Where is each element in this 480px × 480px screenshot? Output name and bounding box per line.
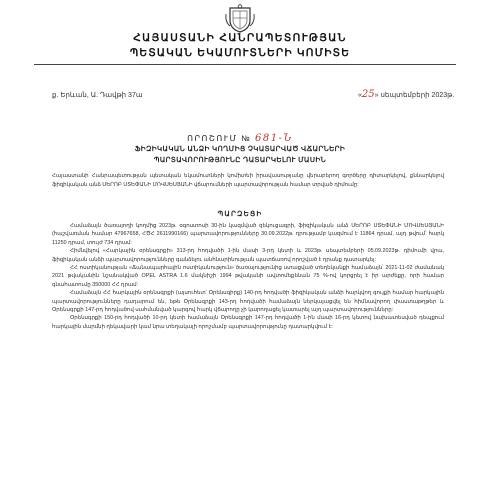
decision-label: ՈՐՈՇՈՒՄ № [187,134,252,143]
body-paragraph: Համաձայն ՀՀ հարկային օրենսգրքի (այսուհետ՝ Օրենսգիրք) 140-րդ հոդվածի ֆիզիկական անձի հարկվող գույքի համար հարկային պարտավորությունները դադարում են, եթե Օրենսգրքի 143-րդ հոդվածի համաձայն ներկայացվել են հիմնավորող փաստաթղթեր և Օրենսգրքի 147-րդ հոդվածով սահմանված կարգով հարկ վճարողը չի կարողացել կատարել այդ պարտավորությունները: [52,290,444,314]
organization-name-line2: ՊԵՏԱԿԱՆ ԵԿԱՄՈՒՏՆԵՐԻ ԿՈՄԻՏԵ [129,47,351,59]
date-day-handwritten: 25 [361,89,375,100]
organization-name-line1: ՀԱՅԱՍՏԱՆԻ ՀԱՆՐԱՊԵՏՈՒԹՅԱՆ [133,32,347,44]
intro-paragraph: Հայաստանի Հանրապետության պետական եկամուտների կոմիտեի իրավասությանը վերաբերող գործերը դիտարկելով, քննարկելով ֆիզիկական անձ ՍԵՐՈԲ ՍՏԵՓԱՆԻ ՄՈՎՍԵՍՅԱՆԻ վճարումների պարտավորության համար տրված դիմումը: [52,173,444,188]
section-heading: ՊԱՐԶԵՑԻ [217,211,263,218]
body-paragraph: ՀՀ ոստիկանության «Ճանապարհային ոստիկանություն» ծառայությունից ստացված տեղեկանքի համաձայն՝ 2021-11-02 ժամանակ 2021 թվականին նշանակված OPEL ASTRA 1.6 մակնիշի 1994 թվականի ավտոմեքենան 75 %-ով կորցրել է իր արժեքը, որի համար գնահատումը 350000 ՀՀ դրամ: [52,265,444,288]
address: ք. Երևան, Ա. Դավթի 37ա [52,92,143,99]
body-paragraph: Համաձայն ծառայողի կողմից 2023թ. օգոստոսի 30-ին կազմված զեկուցագրի, ֆիզիկական անձ ՍԵՐՈԲ ՍՏԵՓԱՆԻ ՄՈՎՍԵՍՅԱՆԻ (հաշվառման համար 47967658, ՀԾՀ 2611990166) պարտավորությունները 30.09.2022թ. դրությամբ կազմում է 11864 դրամ, այդ թվում՝ հարկ 11250 դրամ, տույժ 734 դրամ: [52,223,444,246]
decision-title-line2: ՊԱՐՏԱՎՈՐՈՒԹՅՈՒՆԸ ԴԱՏԱՐԿԵԼՈՒ ՄԱՍԻՆ [153,157,327,164]
document-date: «25» սեպտեմբերի 2023թ. [358,89,455,100]
coat-of-arms-icon [224,4,256,34]
decision-number-handwritten: 681-Ն [254,133,293,144]
date-suffix: սեպտեմբերի 2023թ. [380,92,455,99]
decision-number [0,133,480,144]
document-body [52,222,444,480]
body-paragraph: Օրենսգրքի 150-րդ հոդվածի 10-րդ կետի համաձայն Օրենսգրքի 147-րդ հոդվածի 1-ին մասի 16-րդ կետով նախատեսված դեպքում հարկային մարմնի ղեկավարի կամ նրա տեղակալի որոշմամբ պարտավորությունը դատարկվում է: [52,315,444,330]
decision-title-line1: ՖԻԶԻԿԱԿԱՆ ԱՆՁԻ ԿՈՂՄԻՑ ՉԿԱՏԱՐՎԱԾ ՎՃԱՐՆԵՐԻ [134,146,346,153]
header-divider [34,64,456,65]
body-paragraph: Հիմնվելով «Հարկային օրենսգրքի» 313-րդ հոդվածի 1-ին մասի 3-րդ կետի և 2023թ. սեպտեմբերի 05.09.2023թ. դիմումի վրա, ֆիզիկական անձի պարտավորությունները գանձելու անհնարինության պատճառով որոշված է դրանք դատարկել: [52,248,444,263]
